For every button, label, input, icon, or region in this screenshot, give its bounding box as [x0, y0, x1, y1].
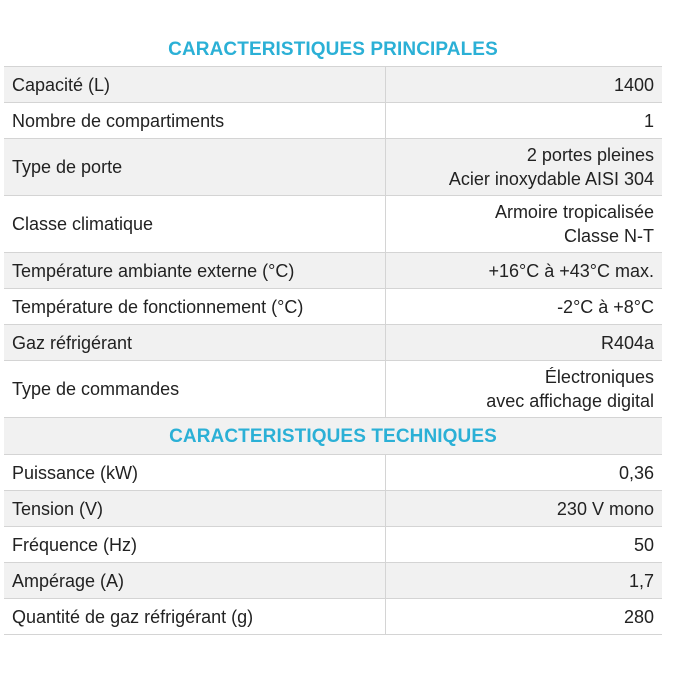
- spec-value-line: Acier inoxydable AISI 304: [448, 169, 654, 189]
- spec-label: Capacité (L): [4, 67, 386, 103]
- spec-value: [386, 599, 663, 635]
- table-row: [4, 139, 662, 196]
- spec-value-line: 2 portes pleines: [526, 145, 654, 165]
- table-row: [4, 103, 662, 139]
- spec-value-line: Classe N-T: [563, 226, 654, 246]
- spec-label: Nombre de compartiments: [4, 103, 386, 139]
- table-row: [4, 599, 662, 635]
- spec-label: Type de commandes: [4, 361, 386, 418]
- spec-value-line: 280: [623, 606, 654, 627]
- main-spec-table: [4, 66, 662, 417]
- spec-value-line: R404a: [600, 332, 654, 353]
- table-row: [4, 325, 662, 361]
- technical-section-title: CARACTERISTIQUES TECHNIQUES: [4, 417, 662, 454]
- spec-value-line: Électroniques: [544, 367, 654, 387]
- table-row: [4, 455, 662, 491]
- spec-value-line: 230 V mono: [556, 498, 654, 519]
- main-section-title: CARACTERISTIQUES PRINCIPALES: [168, 39, 498, 60]
- spec-sheet: [4, 34, 662, 635]
- spec-label: Gaz réfrigérant: [4, 325, 386, 361]
- spec-label: Température ambiante externe (°C): [4, 253, 386, 289]
- table-row: [4, 196, 662, 253]
- spec-value: [386, 139, 663, 196]
- spec-value: [386, 325, 663, 361]
- spec-value: [386, 289, 663, 325]
- spec-value: [386, 67, 663, 103]
- spec-value-line: 1: [643, 110, 654, 131]
- spec-value: [386, 361, 663, 418]
- spec-value-line: 1400: [613, 74, 654, 95]
- spec-value: [386, 455, 663, 491]
- spec-label: Quantité de gaz réfrigérant (g): [4, 599, 386, 635]
- spec-value: [386, 491, 663, 527]
- table-row: [4, 491, 662, 527]
- technical-spec-table: [4, 454, 662, 635]
- spec-value: [386, 563, 663, 599]
- spec-value-line: Armoire tropicalisée: [494, 202, 654, 222]
- spec-label: Température de fonctionnement (°C): [4, 289, 386, 325]
- spec-value-line: 0,36: [618, 462, 654, 483]
- spec-value-line: +16°C à +43°C max.: [488, 260, 654, 281]
- spec-value: [386, 527, 663, 563]
- table-row: [4, 289, 662, 325]
- spec-value-line: -2°C à +8°C: [557, 296, 654, 317]
- spec-label: Tension (V): [4, 491, 386, 527]
- table-row: [4, 67, 662, 103]
- spec-value: [386, 253, 663, 289]
- spec-value-line: 1,7: [628, 570, 654, 591]
- table-row: [4, 527, 662, 563]
- spec-label: Type de porte: [4, 139, 386, 196]
- spec-label: Fréquence (Hz): [4, 527, 386, 563]
- spec-label: Ampérage (A): [4, 563, 386, 599]
- table-row: [4, 563, 662, 599]
- spec-value-line: avec affichage digital: [486, 391, 654, 411]
- spec-value: [386, 103, 663, 139]
- spec-label: Puissance (kW): [4, 455, 386, 491]
- spec-value-line: 50: [633, 534, 654, 555]
- spec-label: Classe climatique: [4, 196, 386, 253]
- table-row: [4, 361, 662, 418]
- spec-value: [386, 196, 663, 253]
- table-row: [4, 253, 662, 289]
